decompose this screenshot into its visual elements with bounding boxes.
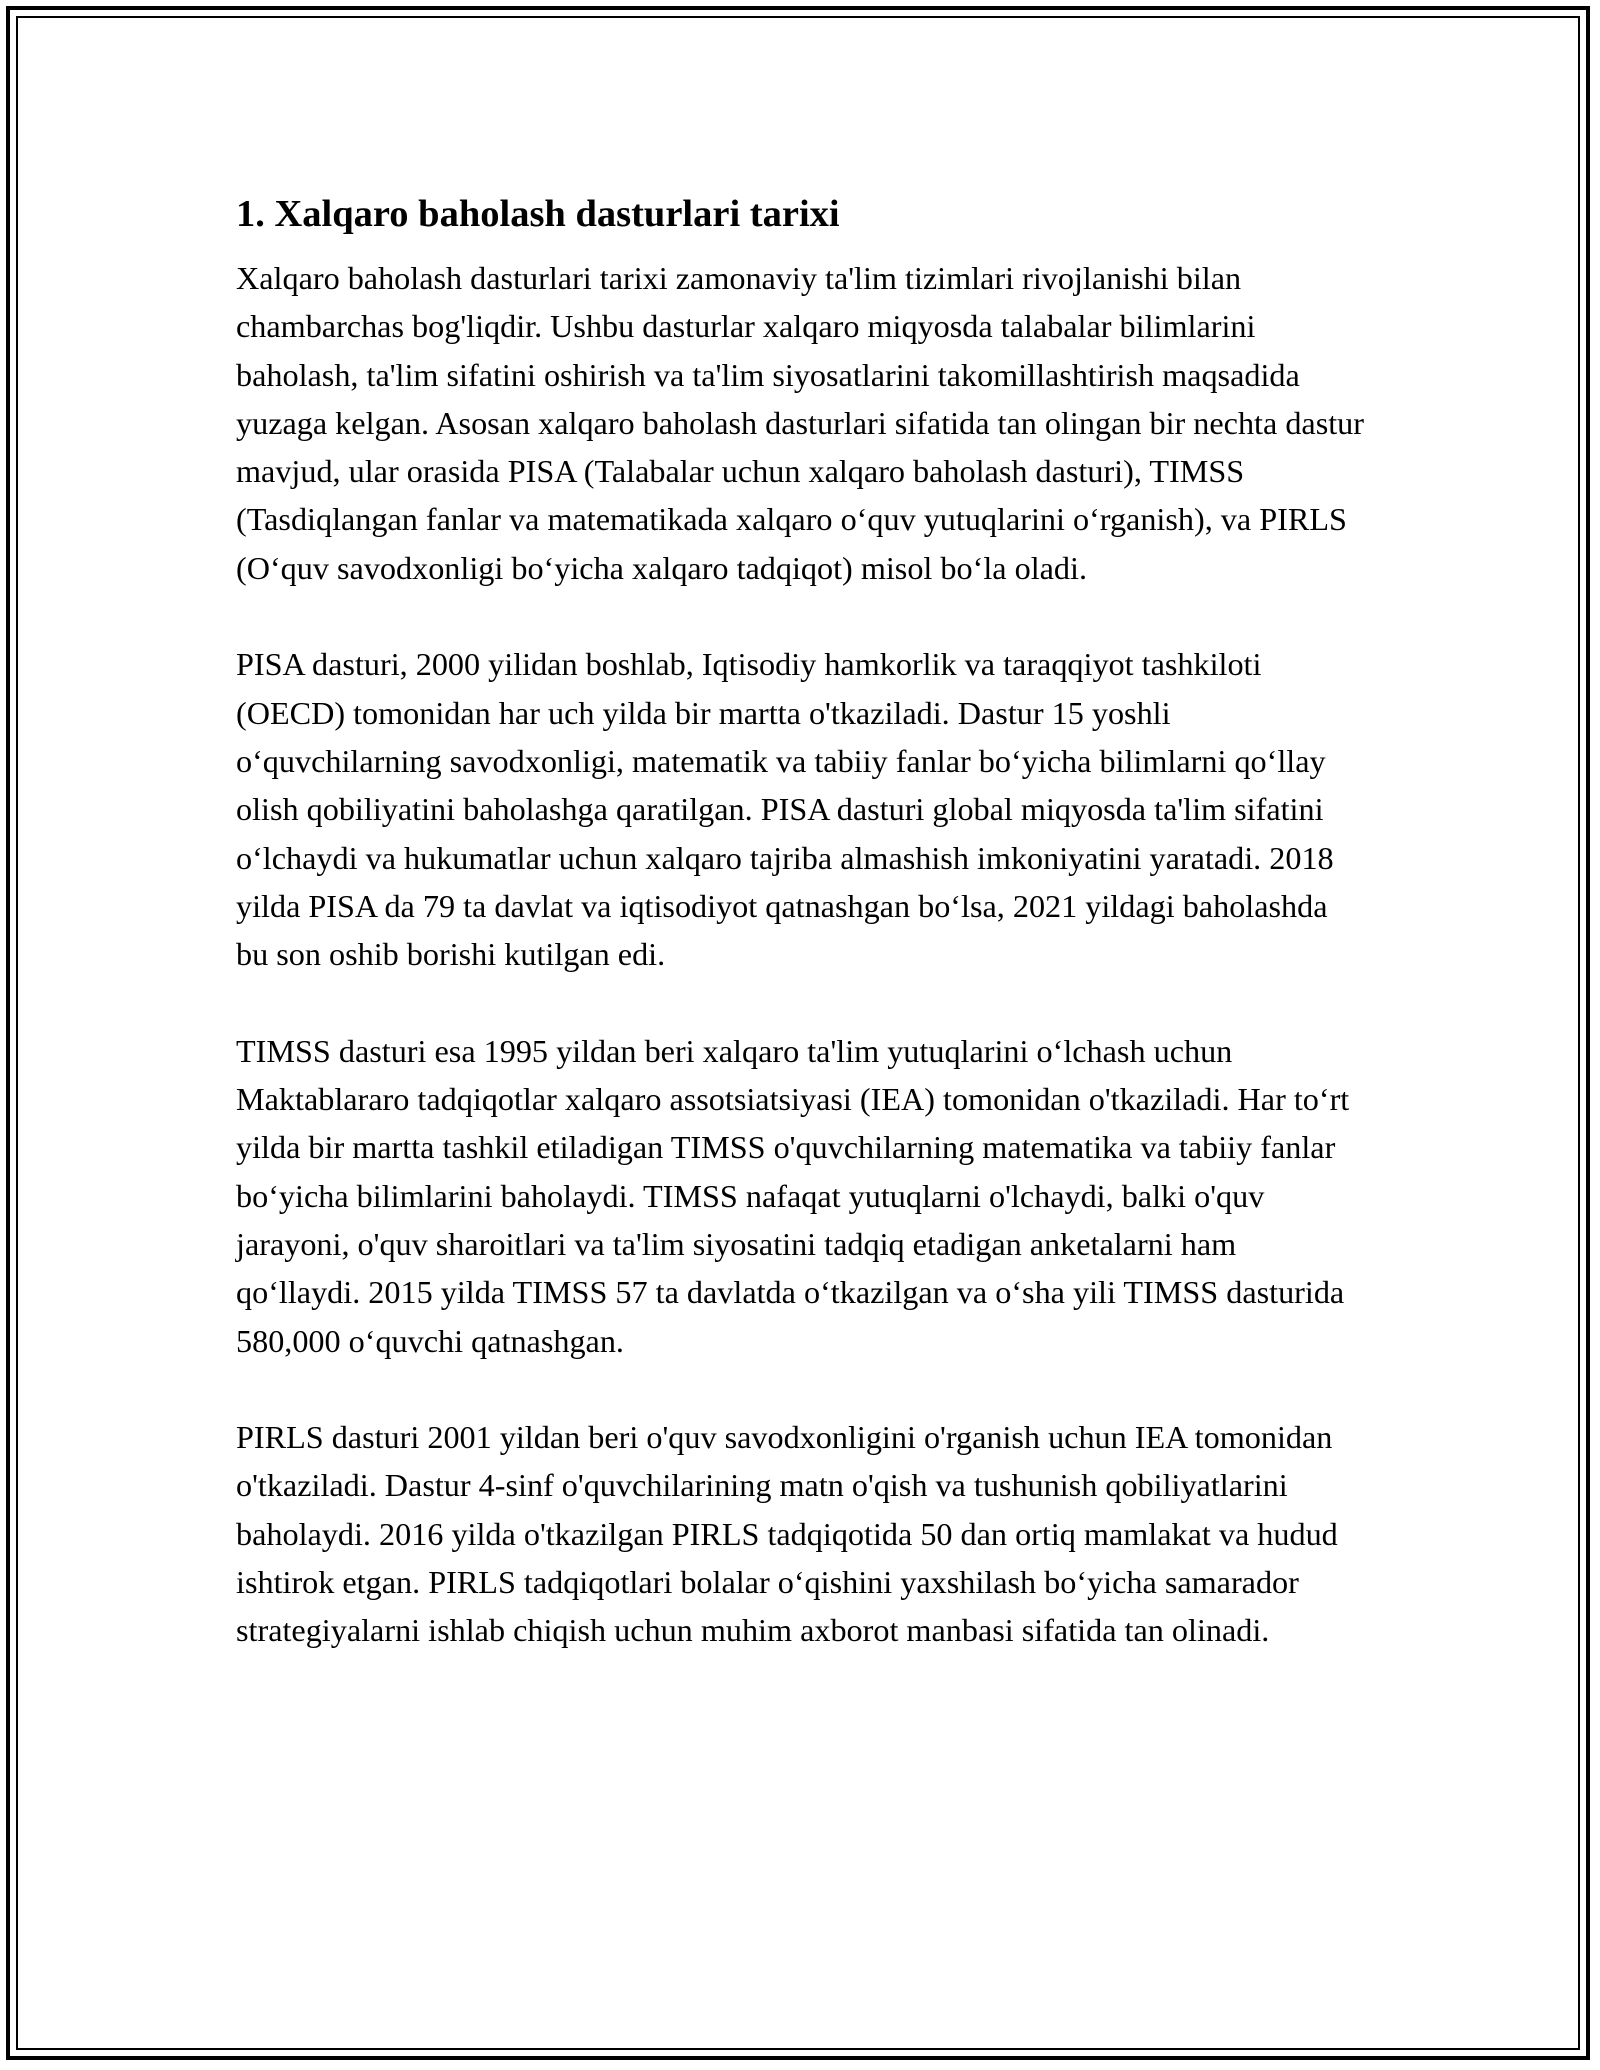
paragraph-pirls: PIRLS dasturi 2001 yildan beri o'quv savodxonligini o'rganish uchun IEA tomonidan o'tkaziladi. Dastur 4-sinf o'quvchilarining matn o'qish va tushunish qobiliyatlarini baholaydi. 2016 yilda o'tkazilgan PIRLS tadqiqotida 50 dan ortiq mamlakat va hudud ishtirok etgan. PIRLS tadqiqotlari bolalar o‘qishini yaxshilash bo‘yicha samarador strategiyalarni ishlab chiqish uchun muhim axborot manbasi sifatida tan olinadi.: [236, 1419, 1338, 1649]
paragraph-pisa: PISA dasturi, 2000 yilidan boshlab, Iqtisodiy hamkorlik va taraqqiyot tashkiloti (OECD) tomonidan har uch yilda bir martta o'tkaziladi. Dastur 15 yoshli o‘quvchilarning savodxonligi, matematik va tabiiy fanlar bo‘yicha bilimlarni qo‘llay olish qobiliyatini baholashga qaratilgan. PISA dasturi global miqyosda ta'lim sifatini o‘lchaydi va hukumatlar uchun xalqaro tajriba almashish imkoniyatini yaratadi. 2018 yilda PISA da 79 ta davlat va iqtisodiyot qatnashgan bo‘lsa, 2021 yildagi baholashda bu son oshib borishi kutilgan edi.: [236, 646, 1334, 973]
paragraph-timss: TIMSS dasturi esa 1995 yildan beri xalqaro ta'lim yutuqlarini o‘lchash uchun Maktablararo tadqiqotlar xalqaro assotsiatsiyasi (IEA) tomonidan o'tkaziladi. Har to‘rt yilda bir martta tashkil etiladigan TIMSS o'quvchilarning matematika va tabiiy fanlar bo‘yicha bilimlarini baholaydi. TIMSS nafaqat yutuqlarni o'lchaydi, balki o'quv jarayoni, o'quv sharoitlari va ta'lim siyosatini tadqiq etadigan anketalarni ham qo‘llaydi. 2015 yilda TIMSS 57 ta davlatda o‘tkazilgan va o‘sha yili TIMSS dasturida 580,000 o‘quvchi qatnashgan.: [236, 1032, 1350, 1359]
paragraph-intro: Xalqaro baholash dasturlari tarixi zamonaviy ta'lim tizimlari rivojlanishi bilan chambarchas bog'liqdir. Ushbu dasturlar xalqaro miqyosda talabalar bilimlarini baholash, ta'lim sifatini oshirish va ta'lim siyosatlarini takomillashtirish maqsadida yuzaga kelgan. Asosan xalqaro baholash dasturlari sifatida tan olingan bir nechta dastur mavjud, ular orasida PISA (Talabalar uchun xalqaro baholash dasturi), TIMSS (Tasdiqlangan fanlar va matematikada xalqaro o‘quv yutuqlarini o‘rganish), va PIRLS (O‘quv savodxonligi bo‘yicha xalqaro tadqiqot) misol bo‘la oladi.: [236, 260, 1364, 586]
section-heading: 1. Xalqaro baholash dasturlari tarixi: [236, 193, 840, 235]
document-body: [236, 186, 1366, 1703]
